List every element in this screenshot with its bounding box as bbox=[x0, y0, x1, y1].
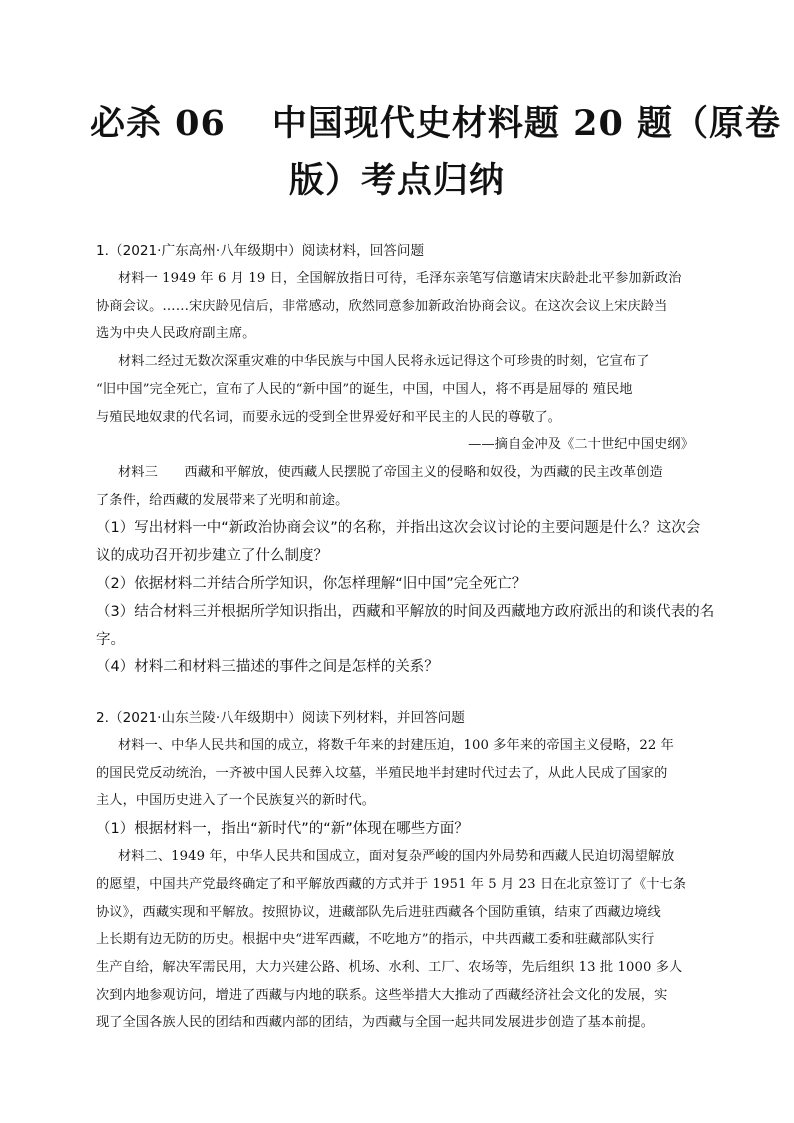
q2-material-2-line: 现了全国各族人民的团结和西藏内部的团结，为西藏与全国一起共同发展进步创造了基本前提。 bbox=[96, 1015, 655, 1030]
q2-material-2-line: 的愿望，中国共产党最终确定了和平解放西藏的方式并于 1951 年 5 月 23 日在北京签订了《十七条 bbox=[96, 877, 687, 892]
q2-sub-question: （1）根据材料一，指出“新时代”的“新”体现在哪些方面？ bbox=[96, 821, 469, 837]
q2-material-1-line: 材料一、中华人民共和国的成立，将数千年来的封建压迫，100 多年来的帝国主义侵略，22 年 bbox=[118, 738, 674, 753]
q1-material-1-line: 选为中央人民政府副主席。 bbox=[96, 326, 256, 341]
q2-material-1-line: 的国民党反动统治，一齐被中国人民葬入坟墓，半殖民地半封建时代过去了，从此人民成了国家的 bbox=[96, 766, 668, 781]
q1-sub-question: （4）材料二和材料三描述的事件之间是怎样的关系？ bbox=[96, 659, 439, 675]
q2-material-2-line: 材料二、1949 年，中华人民共和国成立，面对复杂严峻的国内外局势和西藏人民迫切渴望解放 bbox=[118, 849, 675, 864]
q1-sub-question: 字。 bbox=[96, 632, 125, 648]
q2-material-2-line: 次到内地参观访问，增进了西藏与内地的联系。这些举措大大推动了西藏经济社会文化的发展，实 bbox=[96, 988, 668, 1003]
q1-sub-question: 议的成功召开初步建立了什么制度？ bbox=[96, 548, 328, 564]
q2-material-2-line: 上长期有边无防的历史。根据中央“进军西藏，不吃地方”的指示，中共西藏工委和驻藏部队实行 bbox=[96, 932, 655, 947]
title-text: 中国现代史材料题 20 题（原卷 bbox=[271, 103, 781, 144]
question-1-heading: 1.（2021·广东高州·八年级期中）阅读材料，回答问题 bbox=[96, 243, 425, 259]
q1-material-2-line: 与殖民地奴隶的代名词，而要永远的受到全世界爱好和平民主的人民的尊敬了。 bbox=[96, 410, 562, 425]
q1-material-3-line: 了条件，给西藏的发展带来了光明和前途。 bbox=[96, 493, 349, 508]
page-title-line-1 bbox=[90, 103, 781, 144]
q2-material-2-line: 协议》，西藏实现和平解放。按照协议，进藏部队先后进驻西藏各个国防重镇，结束了西藏边境线 bbox=[96, 905, 661, 920]
title-code: 必杀 06 bbox=[90, 103, 226, 144]
q1-material-3-line: 材料三 西藏和平解放，使西藏人民摆脱了帝国主义的侵略和奴役，为西藏的民主改革创造 bbox=[118, 465, 663, 480]
q1-sub-question: （3）结合材料三并根据所学知识指出，西藏和平解放的时间及西藏地方政府派出的和谈代表的名 bbox=[96, 604, 715, 620]
q1-material-1-line: 材料一 1949 年 6 月 19 日，全国解放指日可待，毛泽东亲笔写信邀请宋庆龄赴北平参加新政治 bbox=[118, 271, 682, 286]
q2-material-1-line: 主人，中国历史进入了一个民族复兴的新时代。 bbox=[96, 793, 376, 808]
q1-material-1-line: 协商会议。……宋庆龄见信后，非常感动，欣然同意参加新政治协商会议。在这次会议上宋庆龄当 bbox=[96, 299, 668, 314]
page-title-line-2: 版）考点归纳 bbox=[288, 160, 505, 201]
q2-material-2-line: 生产自给，解决军需民用，大力兴建公路、机场、水利、工厂、农场等，先后组织 13 批 1000 多人 bbox=[96, 960, 683, 975]
q1-material-2-source: ——摘自金冲及《二十世纪中国史纲》 bbox=[468, 437, 694, 452]
q1-material-2-line: “旧中国”完全死亡，宣布了人民的“新中国”的诞生，中国，中国人，将不再是屈辱的 殖民地 bbox=[96, 382, 633, 397]
q1-sub-question: （1）写出材料一中“新政治协商会议”的名称，并指出这次会议讨论的主要问题是什么？这次会 bbox=[96, 520, 701, 536]
question-2-heading: 2.（2021·山东兰陵·八年级期中）阅读下列材料，并回答问题 bbox=[96, 710, 465, 726]
q1-sub-question: （2）依据材料二并结合所学知识，你怎样理解“旧中国”完全死亡？ bbox=[96, 576, 527, 592]
q1-material-2-line: 材料二经过无数次深重灾难的中华民族与中国人民将永远记得这个可珍贵的时刻，它宣布了 bbox=[118, 354, 650, 369]
